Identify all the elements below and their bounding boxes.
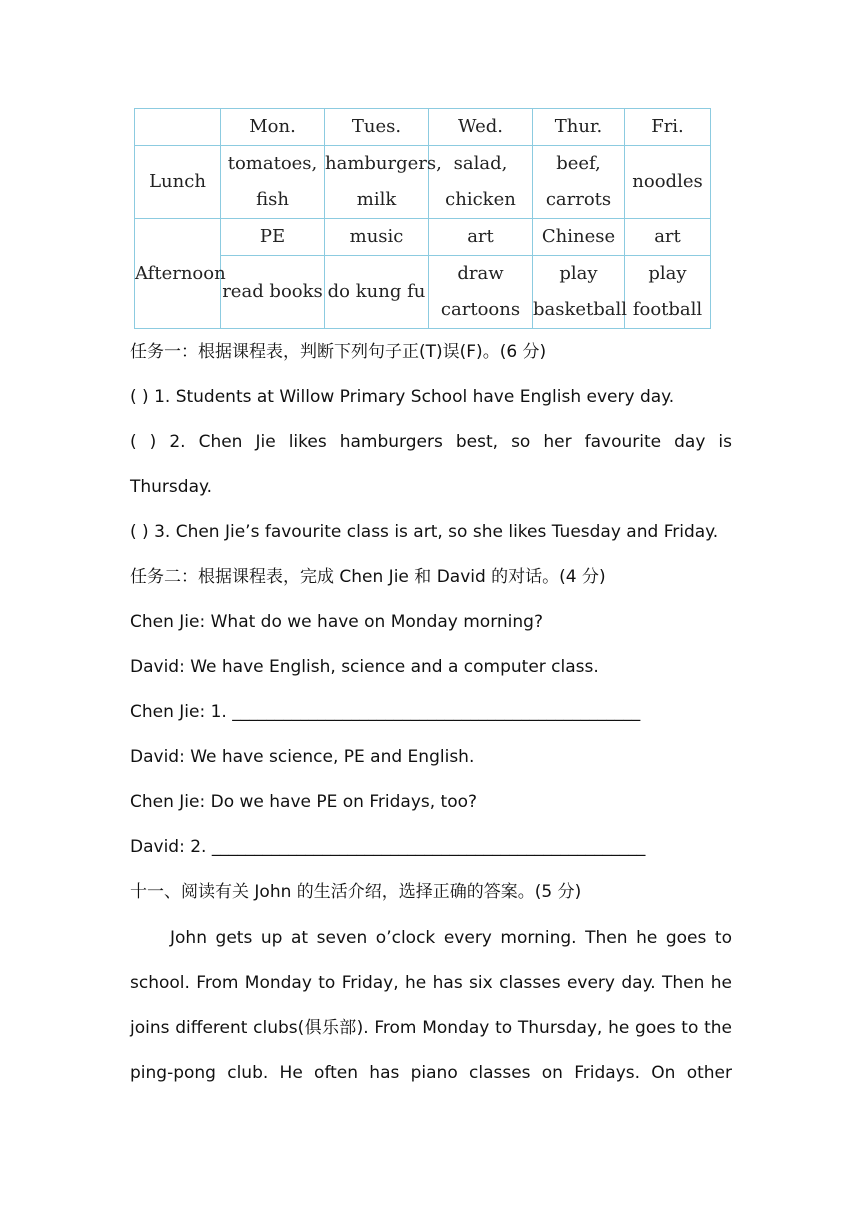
dialogue-line-5: Chen Jie: Do we have PE on Fridays, too? [130,792,478,812]
task1-title: 任务一：根据课程表，判断下列句子正(T)误(F)。(6 分) [130,342,547,362]
header-fri: Fri. [625,109,711,146]
schedule-header-row [135,109,711,146]
lunch-tues: hamburgers, milk [325,146,429,219]
afternoon-fri-2: play football [625,256,711,329]
header-tues: Tues. [325,109,429,146]
reading-para-line-1: John gets up at seven o’clock every morning. Then he goes to [170,928,732,948]
task2-title: 任务二：根据课程表，完成 Chen Jie 和 David 的对话。(4 分) [130,567,606,587]
header-mon: Mon. [221,109,325,146]
afternoon-mon-2: read books [221,256,325,329]
schedule-table [134,108,711,329]
header-thur: Thur. [533,109,625,146]
lunch-label: Lunch [135,146,221,219]
dialogue-line-3-blank: Chen Jie: 1. ________________________________________________ [130,702,641,722]
lunch-row [135,146,711,219]
reading-para-line-4: ping-pong club. He often has piano classes on Fridays. On other [130,1063,732,1083]
afternoon-fri-1: art [625,219,711,256]
reading-para-line-2: school. From Monday to Friday, he has six classes every day. Then he [130,973,732,993]
afternoon-row-1 [135,219,711,256]
task1-question-1: ( ) 1. Students at Willow Primary School have English every day. [130,387,675,407]
header-corner-cell [135,109,221,146]
afternoon-wed-1: art [429,219,533,256]
afternoon-wed-2: draw cartoons [429,256,533,329]
dialogue-line-1: Chen Jie: What do we have on Monday morning? [130,612,543,632]
dialogue-line-2: David: We have English, science and a computer class. [130,657,599,677]
task1-question-3: ( ) 3. Chen Jie’s favourite class is art, so she likes Tuesday and Friday. [130,522,719,542]
reading-para-line-3: joins different clubs(俱乐部). From Monday to Thursday, he goes to the [130,1018,732,1038]
dialogue-line-6-blank: David: 2. ___________________________________________________ [130,837,646,857]
afternoon-tues-2: do kung fu [325,256,429,329]
task1-question-2-line2: Thursday. [130,477,213,497]
lunch-thur: beef, carrots [533,146,625,219]
afternoon-mon-1: PE [221,219,325,256]
lunch-fri: noodles [625,146,711,219]
afternoon-label: Afternoon [135,219,221,329]
section11-title: 十一、阅读有关 John 的生活介绍，选择正确的答案。(5 分) [130,882,582,902]
afternoon-tues-1: music [325,219,429,256]
lunch-wed: salad, chicken [429,146,533,219]
afternoon-thur-2: play basketball [533,256,625,329]
dialogue-line-4: David: We have science, PE and English. [130,747,475,767]
task1-question-2-line1: ( ) 2. Chen Jie likes hamburgers best, so her favourite day is [130,432,732,452]
afternoon-thur-1: Chinese [533,219,625,256]
header-wed: Wed. [429,109,533,146]
lunch-mon: tomatoes, fish [221,146,325,219]
